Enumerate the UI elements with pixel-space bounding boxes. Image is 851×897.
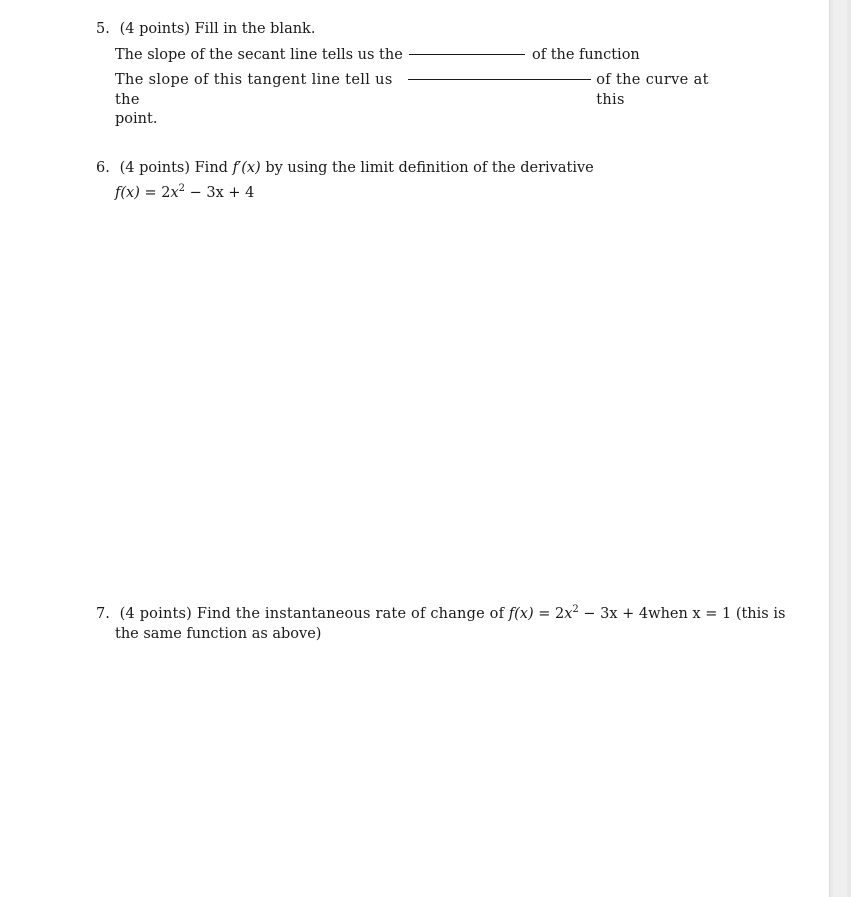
function-exponent: 2 [178, 182, 186, 194]
function-lhs: f(x) [115, 184, 140, 201]
fill-line-1-text: The slope of the secant line tells us the [115, 46, 403, 63]
question-prompt-start: (4 points) Find the instantaneous rate of change of [119, 606, 505, 622]
function-coefficient: = 2 [144, 184, 171, 201]
question-prompt: (4 points) Fill in the blank. [119, 21, 316, 37]
fill-line-2-text: The slope of this tangent line tell us the [115, 72, 393, 108]
function-rest: − 3x + 4 [189, 184, 255, 201]
question-prompt-end: by using the limit definition of the derivative [265, 160, 594, 176]
question-prompt-line-2: the same function as above) [115, 625, 322, 642]
derivative-notation: f′(x) [232, 160, 261, 176]
function-definition [96, 184, 746, 204]
scrollbar-track[interactable] [829, 0, 851, 897]
fill-line-1-suffix: of the function [532, 46, 640, 63]
function-variable: x [564, 606, 573, 622]
scrollbar-thumb[interactable] [833, 0, 847, 897]
question-number: 7. [96, 606, 110, 622]
fill-line-2-continuation: point. [115, 111, 158, 127]
function-lhs: f(x) [508, 606, 534, 622]
answer-blank-2[interactable] [408, 78, 591, 80]
question-prompt-end: when x = 1 (this is [648, 606, 786, 622]
answer-blank-1[interactable] [409, 53, 525, 55]
fill-line-2-suffix: of the curve at this [596, 72, 709, 108]
function-coefficient: = 2 [538, 606, 565, 622]
question-number: 6. [96, 160, 110, 176]
question-6 [96, 159, 746, 203]
function-variable: x [170, 184, 179, 201]
function-exponent: 2 [572, 604, 579, 615]
question-5 [96, 20, 746, 130]
question-prompt-start: (4 points) Find [119, 160, 228, 176]
question-7 [96, 604, 786, 644]
function-rest: − 3x + 4 [583, 606, 649, 622]
question-number: 5. [96, 21, 110, 37]
